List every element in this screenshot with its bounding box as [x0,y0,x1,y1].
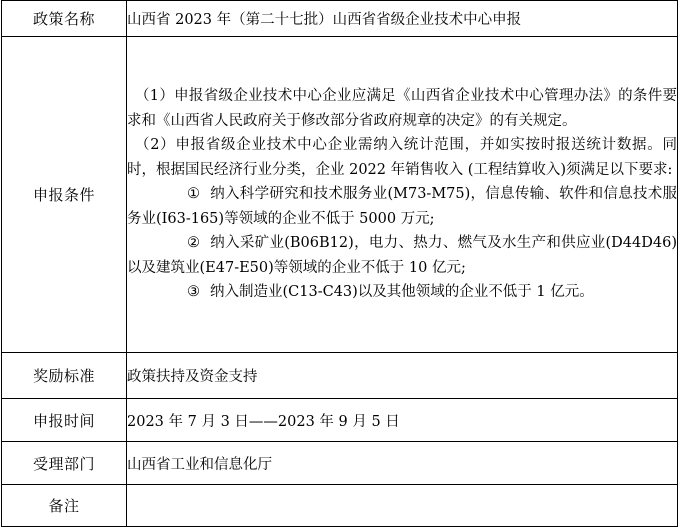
conditions-item-2 [127,231,677,280]
item-text: 纳入制造业(C13-C43)以及其他领域的企业不低于 1 亿元。 [210,284,594,301]
item-text: 纳入科学研究和技术服务业(M73-M75)，信息传输、软件和信息技术服务业(I63-165)等领域的企业不低于 5000 万元; [127,186,677,227]
item-marker: ② [187,235,200,252]
table-row-policy-name [2,1,678,37]
table-row-reward [2,353,678,399]
item-text: 纳入采矿业(B06B12)，电力、热力、燃气及水生产和供应业(D44D46)以及建筑业(E47-E50)等领域的企业不低于 10 亿元; [127,235,677,276]
policy-name-value: 山西省 2023 年（第二十七批）山西省省级企业技术中心申报 [127,1,678,37]
conditions-item-1 [127,182,677,231]
note-value [127,485,678,527]
conditions-cell [127,37,678,353]
note-label: 备注 [2,485,127,527]
reward-label: 奖励标准 [2,353,127,399]
reward-value: 政策扶持及资金支持 [127,353,678,399]
department-label: 受理部门 [2,442,127,485]
conditions-content [127,81,677,308]
department-value: 山西省工业和信息化厅 [127,442,678,485]
conditions-label: 申报条件 [2,37,127,353]
item-marker: ③ [187,284,200,301]
item-marker: ① [187,186,200,203]
table-row-department [2,442,678,485]
table-row-note [2,485,678,527]
conditions-item-3 [127,280,677,305]
policy-table [1,0,678,527]
policy-name-label: 政策名称 [2,1,127,37]
table-row-time [2,399,678,442]
time-value: 2023 年 7 月 3 日——2023 年 9 月 5 日 [127,399,678,442]
conditions-paragraph-2: （2）申报省级企业技术中心企业需纳入统计范围，并如实按时报送统计数据。同时，根据国民经济行业分类，企业 2022 年销售收入 (工程结算收入)须满足以下要求: [127,137,677,178]
conditions-paragraph-1: （1）申报省级企业技术中心企业应满足《山西省企业技术中心管理办法》的条件要求和《山西省人民政府关于修改部分省政府规章的决定》的有关规定。 [127,88,677,129]
time-label: 申报时间 [2,399,127,442]
table-row-conditions [2,37,678,353]
